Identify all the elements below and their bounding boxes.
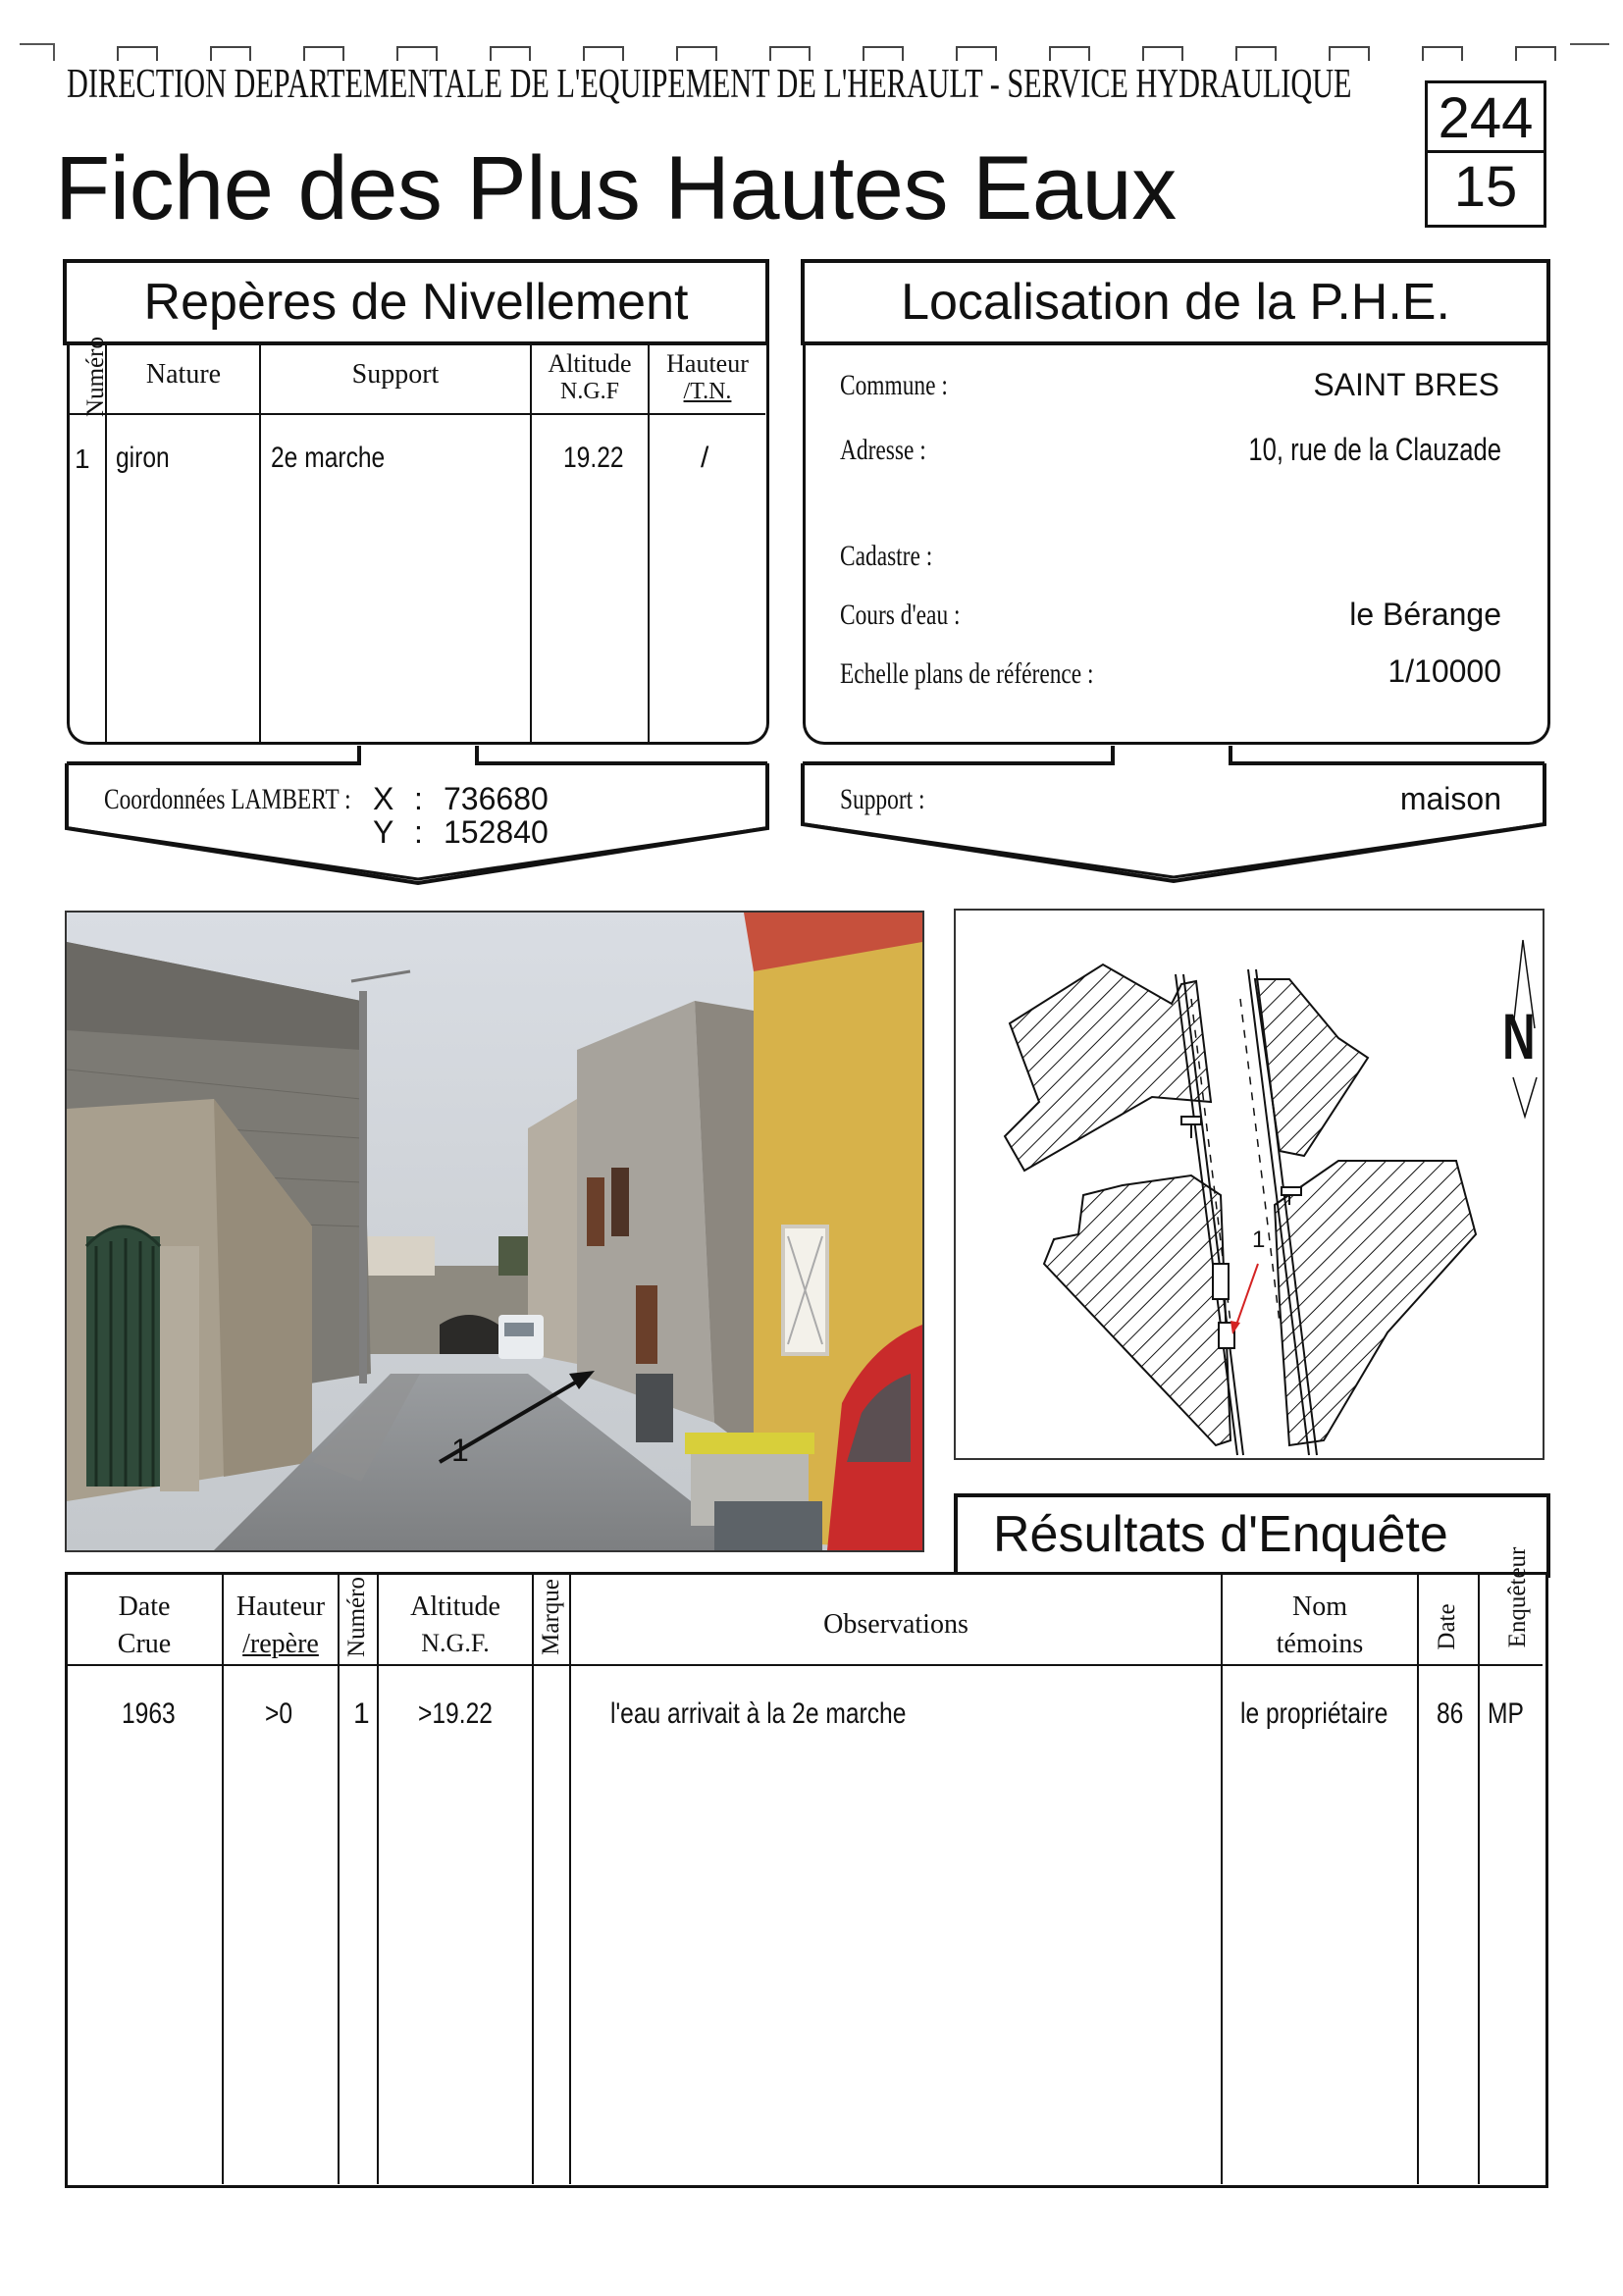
lambert-y-label: Y	[373, 814, 394, 850]
cadastre-label: Cadastre :	[840, 540, 933, 572]
support-value: maison	[1399, 781, 1501, 816]
col-hauteur-repere-2: /repère	[242, 1629, 319, 1659]
lambert-x-sep: :	[414, 781, 423, 816]
col-altitude-1: Altitude	[548, 349, 632, 378]
sheet-number-top: 244	[1438, 86, 1534, 150]
col-res-altitude-1: Altitude	[410, 1592, 500, 1622]
col-support: Support	[351, 359, 440, 390]
resultats-col-line-5	[569, 1572, 571, 2184]
reperes-row-altitude: 19.22	[563, 442, 624, 474]
resultats-col-line-7	[1417, 1572, 1419, 2184]
reperes-row-hauteur: /	[701, 442, 709, 474]
res-row-date: 86	[1437, 1697, 1464, 1730]
resultats-col-line-4	[532, 1572, 534, 2184]
map-drawing	[956, 911, 1543, 1458]
col-nom-temoins-2: témoins	[1276, 1629, 1364, 1659]
cours-label: Cours d'eau :	[840, 599, 961, 631]
cours-value: le Bérange	[1349, 597, 1501, 632]
col-date: Date	[1434, 1603, 1460, 1650]
commune-label: Commune :	[840, 369, 948, 401]
col-altitude-2: N.G.F	[559, 379, 619, 404]
resultats-col-line-3	[377, 1572, 379, 2184]
resultats-col-line-2	[338, 1572, 340, 2184]
col-date-crue-2: Crue	[117, 1629, 172, 1659]
lambert-label: Coordonnées LAMBERT :	[104, 783, 351, 815]
col-observations: Observations	[823, 1609, 969, 1640]
col-date-crue-1: Date	[118, 1592, 171, 1622]
north-icon: N	[1502, 1000, 1536, 1072]
map-marker-label: 1	[1252, 1226, 1266, 1253]
col-hauteur-2: /T.N.	[683, 379, 732, 404]
photo-marker-label: 1	[451, 1433, 469, 1468]
adresse-value: 10, rue de la Clauzade	[1248, 432, 1501, 467]
reperes-row-support: 2e marche	[271, 442, 386, 474]
reperes-row-nature: giron	[116, 442, 170, 474]
col-hauteur-repere-1: Hauteur	[236, 1592, 326, 1622]
res-row-hauteur: >0	[265, 1697, 293, 1730]
location-map	[954, 909, 1544, 1460]
street-photo	[65, 911, 924, 1552]
lambert-y-value: 152840	[444, 814, 549, 850]
reperes-row-numero: 1	[75, 444, 90, 474]
col-res-altitude-2: N.G.F.	[421, 1629, 490, 1657]
department-header: DIRECTION DEPARTEMENTALE DE L'EQUIPEMENT DE L'HERAULT - SERVICE HYDRAULIQUE	[67, 62, 1352, 107]
res-row-observations: l'eau arrivait à la 2e marche	[610, 1697, 907, 1730]
res-row-altitude: >19.22	[418, 1697, 493, 1730]
echelle-value: 1/10000	[1387, 653, 1501, 689]
commune-value: SAINT BRES	[1313, 367, 1499, 402]
col-nature: Nature	[145, 359, 222, 390]
res-row-date-crue: 1963	[122, 1697, 176, 1730]
lambert-x-label: X	[373, 781, 394, 816]
col-enqueteur: Enquêteur	[1504, 1546, 1531, 1648]
support-label: Support :	[840, 783, 925, 815]
resultats-col-line-8	[1478, 1572, 1480, 2184]
resultats-col-line-1	[222, 1572, 224, 2184]
col-hauteur-1: Hauteur	[666, 349, 749, 378]
col-res-numero: Numéro	[343, 1577, 370, 1657]
col-marque: Marque	[538, 1579, 564, 1655]
resultats-col-line-6	[1221, 1572, 1223, 2184]
adresse-label: Adresse :	[840, 434, 926, 466]
col-numero: Numéro	[82, 337, 109, 417]
reperes-title: Repères de Nivellement	[63, 259, 769, 345]
support-arrow-box	[0, 0, 1623, 893]
page-title: Fiche des Plus Hautes Eaux	[55, 138, 1177, 238]
lambert-y-sep: :	[414, 814, 423, 850]
street-photo-illustration	[67, 913, 922, 1550]
res-row-enqueteur: MP	[1488, 1697, 1524, 1730]
col-nom-temoins-1: Nom	[1292, 1592, 1347, 1622]
resultats-title: Résultats d'Enquête	[993, 1506, 1448, 1563]
res-row-temoins: le propriétaire	[1240, 1697, 1388, 1730]
echelle-label: Echelle plans de référence :	[840, 657, 1094, 690]
lambert-x-value: 736680	[444, 781, 549, 816]
localisation-title: Localisation de la P.H.E.	[801, 259, 1550, 345]
resultats-header-line	[65, 1664, 1543, 1666]
res-row-numero: 1	[353, 1697, 370, 1730]
sheet-number-bottom: 15	[1453, 155, 1518, 219]
